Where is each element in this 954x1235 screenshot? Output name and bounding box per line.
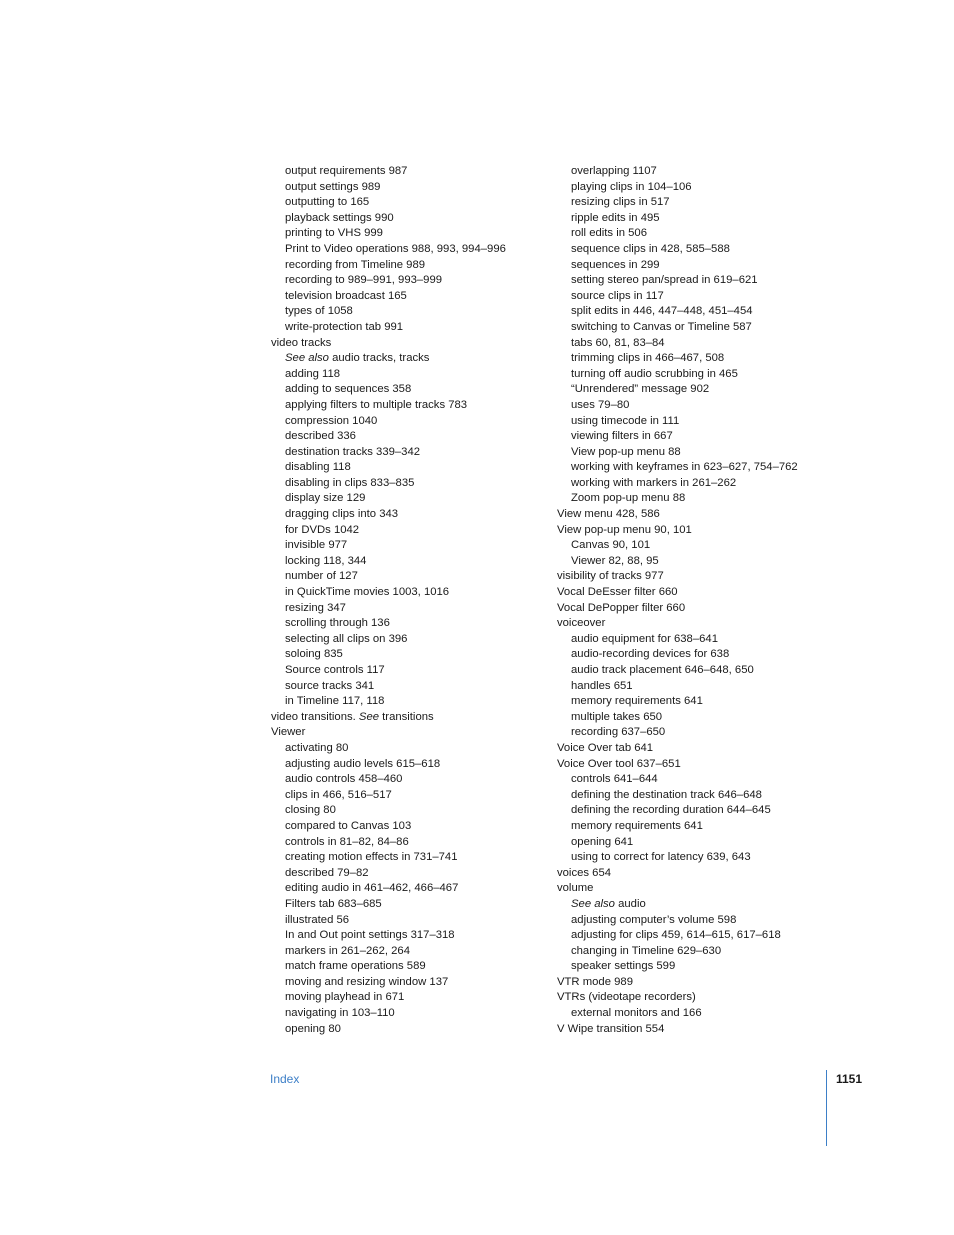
entry-text: defining the destination track 646–648 [571, 788, 762, 801]
entry-text: selecting all clips on 396 [285, 632, 408, 645]
entry-text: closing 80 [285, 804, 336, 817]
entry-text: number of 127 [285, 570, 358, 583]
index-subentry [557, 351, 857, 367]
entry-text: resizing 347 [285, 601, 346, 614]
entry-text: video tracks [271, 336, 332, 349]
index-subentry [557, 632, 857, 648]
entry-text: Filters tab 683–685 [285, 897, 382, 910]
entry-text: setting stereo pan/spread in 619–621 [571, 274, 758, 287]
entry-text: compared to Canvas 103 [285, 819, 412, 832]
index-subentry [271, 897, 551, 913]
index-subentry [557, 1006, 857, 1022]
entry-text: V Wipe transition 554 [557, 1022, 665, 1035]
index-entry [557, 523, 857, 539]
index-entry [557, 1022, 857, 1038]
index-entry [271, 710, 551, 726]
entry-text: viewing filters in 667 [571, 430, 673, 443]
index-column-left [271, 164, 551, 1037]
entry-text: volume [557, 882, 594, 895]
index-subentry [271, 507, 551, 523]
index-subentry [557, 491, 857, 507]
entry-text: scrolling through 136 [285, 617, 390, 630]
entry-text: using timecode in 111 [571, 414, 680, 427]
index-subentry [271, 367, 551, 383]
index-column-right [557, 164, 857, 1037]
index-subentry [271, 772, 551, 788]
entry-text: locking 118, 344 [285, 554, 367, 567]
index-subentry [557, 180, 857, 196]
index-subentry [271, 1006, 551, 1022]
entry-text: opening 641 [571, 835, 634, 848]
index-subentry [271, 694, 551, 710]
entry-text: printing to VHS 999 [285, 227, 383, 240]
index-entry [557, 881, 857, 897]
entry-text: resizing clips in 517 [571, 196, 670, 209]
page-number: 1151 [836, 1072, 863, 1086]
entry-text: editing audio in 461–462, 466–467 [285, 882, 459, 895]
entry-text: sequence clips in 428, 585–588 [571, 242, 730, 255]
index-subentry [271, 195, 551, 211]
entry-text: display size 129 [285, 492, 366, 505]
index-subentry [271, 242, 551, 258]
index-subentry [557, 476, 857, 492]
entry-text: working with markers in 261–262 [571, 476, 737, 489]
index-subentry [271, 913, 551, 929]
entry-text: turning off audio scrubbing in 465 [571, 367, 738, 380]
index-subentry [271, 429, 551, 445]
index-subentry [271, 273, 551, 289]
entry-text: View menu 428, 586 [557, 508, 660, 521]
entry-text: speaker settings 599 [571, 960, 676, 973]
entry-text: described 79–82 [285, 866, 369, 879]
index-subentry [271, 538, 551, 554]
entry-text: defining the recording duration 644–645 [571, 804, 771, 817]
index-subentry [271, 679, 551, 695]
entry-text: switching to Canvas or Timeline 587 [571, 320, 752, 333]
index-subentry [271, 164, 551, 180]
entry-text: destination tracks 339–342 [285, 445, 421, 458]
index-subentry [557, 944, 857, 960]
entry-text: adding to sequences 358 [285, 383, 412, 396]
index-subentry [271, 616, 551, 632]
entry-text: clips in 466, 516–517 [285, 788, 392, 801]
entry-text: VTR mode 989 [557, 975, 633, 988]
index-subentry [557, 398, 857, 414]
entry-text: adjusting for clips 459, 614–615, 617–618 [571, 929, 781, 942]
entry-text: disabling 118 [285, 461, 351, 474]
entry-text: soloing 835 [285, 648, 343, 661]
entry-text: voiceover [557, 617, 606, 630]
entry-text: audio track placement 646–648, 650 [571, 664, 754, 676]
entry-text: in QuickTime movies 1003, 1016 [285, 586, 450, 599]
entry-text: visibility of tracks 977 [557, 570, 664, 583]
index-entry [557, 757, 857, 773]
entry-text: recording 637–650 [571, 726, 666, 739]
index-subentry [557, 367, 857, 383]
index-subentry [271, 289, 551, 305]
entry-text: write-protection tab 991 [285, 320, 404, 333]
entry-text: controls 641–644 [571, 773, 658, 786]
index-subentry [557, 195, 857, 211]
entry-text: Vocal DePopper filter 660 [557, 601, 686, 614]
index-subentry [271, 382, 551, 398]
index-subentry [557, 928, 857, 944]
entry-text: playback settings 990 [285, 211, 394, 224]
entry-text: adding 118 [285, 367, 341, 380]
entry-text: controls in 81–82, 84–86 [285, 835, 409, 848]
index-subentry [557, 211, 857, 227]
index-subentry [557, 959, 857, 975]
entry-text: working with keyframes in 623–627, 754–762 [571, 461, 798, 474]
index-entry [557, 601, 857, 617]
entry-text: match frame operations 589 [285, 960, 426, 973]
index-subentry [271, 491, 551, 507]
entry-text: video transitions. [271, 710, 359, 723]
index-subentry [557, 897, 857, 913]
entry-text: transitions [379, 710, 434, 723]
entry-text: View pop-up menu 90, 101 [557, 523, 692, 536]
entry-text: output requirements 987 [285, 165, 408, 177]
index-subentry [271, 585, 551, 601]
index-subentry [271, 414, 551, 430]
entry-text: in Timeline 117, 118 [285, 695, 385, 708]
index-subentry [271, 819, 551, 835]
index-subentry [271, 944, 551, 960]
index-subentry [271, 523, 551, 539]
entry-text: activating 80 [285, 741, 349, 754]
index-subentry [271, 803, 551, 819]
footer-divider [826, 1070, 827, 1146]
index-subentry [271, 554, 551, 570]
index-subentry [557, 725, 857, 741]
index-subentry [557, 803, 857, 819]
index-subentry [271, 226, 551, 242]
entry-text: described 336 [285, 430, 356, 443]
entry-text: invisible 977 [285, 539, 348, 552]
index-subentry [557, 242, 857, 258]
entry-text: “Unrendered” message 902 [571, 383, 710, 396]
entry-text: ripple edits in 495 [571, 211, 660, 224]
index-subentry [271, 866, 551, 882]
index-subentry [271, 258, 551, 274]
index-subentry [271, 757, 551, 773]
index-subentry [557, 414, 857, 430]
index-entry [557, 585, 857, 601]
index-subentry [271, 975, 551, 991]
entry-text: audio-recording devices for 638 [571, 648, 730, 661]
entry-text: types of 1058 [285, 305, 353, 318]
cross-reference-label: See also [571, 897, 615, 910]
entry-text: changing in Timeline 629–630 [571, 944, 722, 957]
entry-text: disabling in clips 833–835 [285, 476, 415, 489]
index-subentry [557, 694, 857, 710]
index-subentry [271, 850, 551, 866]
footer-section-label: Index [270, 1072, 300, 1086]
index-entry [557, 507, 857, 523]
entry-text: Voice Over tab 641 [557, 741, 654, 754]
entry-text: multiple takes 650 [571, 710, 663, 723]
entry-text: sequences in 299 [571, 258, 660, 271]
index-subentry [271, 632, 551, 648]
cross-reference-label: See [358, 710, 380, 723]
index-subentry [557, 663, 857, 679]
index-entry [557, 990, 857, 1006]
entry-text: View pop-up menu 88 [571, 445, 681, 458]
index-subentry [557, 788, 857, 804]
entry-text: moving playhead in 671 [285, 991, 405, 1004]
entry-text: voices 654 [557, 866, 612, 879]
entry-text: Print to Video operations 988, 993, 994–996 [285, 242, 506, 255]
entry-text: roll edits in 506 [571, 227, 647, 240]
index-subentry [557, 850, 857, 866]
index-subentry [557, 460, 857, 476]
entry-text: handles 651 [571, 679, 633, 692]
entry-text: In and Out point settings 317–318 [285, 929, 455, 942]
index-subentry [271, 788, 551, 804]
entry-text: illustrated 56 [285, 913, 350, 926]
entry-text: outputting to 165 [285, 196, 370, 209]
index-entry [271, 336, 551, 352]
index-subentry [557, 835, 857, 851]
index-subentry [557, 226, 857, 242]
index-entry [557, 866, 857, 882]
entry-text: split edits in 446, 447–448, 451–454 [571, 305, 753, 318]
index-subentry [557, 382, 857, 398]
entry-text: audio controls 458–460 [285, 773, 403, 786]
index-subentry [271, 460, 551, 476]
entry-text: VTRs (videotape recorders) [557, 991, 696, 1004]
index-subentry [271, 1022, 551, 1038]
entry-text: audio tracks, tracks [328, 352, 430, 365]
index-subentry [271, 445, 551, 461]
index-subentry [271, 569, 551, 585]
entry-text: audio equipment for 638–641 [571, 632, 718, 645]
entry-text: output settings 989 [285, 180, 381, 193]
entry-text: adjusting computer’s volume 598 [571, 913, 737, 926]
entry-text: Voice Over tool 637–651 [557, 757, 681, 770]
entry-text: playing clips in 104–106 [571, 180, 692, 193]
entry-text: markers in 261–262, 264 [285, 944, 410, 957]
entry-text: overlapping 1107 [571, 165, 657, 177]
entry-text: creating motion effects in 731–741 [285, 851, 458, 864]
index-subentry [271, 741, 551, 757]
index-subentry [557, 819, 857, 835]
index-subentry [271, 881, 551, 897]
entry-text: opening 80 [285, 1022, 341, 1035]
entry-text: audio [614, 897, 646, 910]
index-entry [557, 975, 857, 991]
index-subentry [557, 304, 857, 320]
cross-reference-label: See also [285, 352, 329, 365]
index-subentry [557, 258, 857, 274]
entry-text: trimming clips in 466–467, 508 [571, 352, 725, 365]
index-subentry [557, 164, 857, 180]
entry-text: memory requirements 641 [571, 819, 703, 832]
index-subentry [557, 273, 857, 289]
index-subentry [557, 289, 857, 305]
entry-text: television broadcast 165 [285, 289, 407, 302]
entry-text: uses 79–80 [571, 398, 630, 411]
entry-text: recording from Timeline 989 [285, 258, 426, 271]
index-subentry [557, 538, 857, 554]
index-subentry [557, 336, 857, 352]
entry-text: Source controls 117 [285, 664, 385, 676]
index-subentry [557, 429, 857, 445]
index-subentry [271, 398, 551, 414]
index-subentry [557, 913, 857, 929]
index-subentry [271, 601, 551, 617]
index-subentry [271, 180, 551, 196]
entry-text: external monitors and 166 [571, 1007, 702, 1020]
entry-text: tabs 60, 81, 83–84 [571, 336, 665, 349]
index-subentry [557, 772, 857, 788]
entry-text: adjusting audio levels 615–618 [285, 757, 441, 770]
index-subentry [557, 710, 857, 726]
entry-text: navigating in 103–110 [285, 1007, 395, 1020]
index-subentry [557, 445, 857, 461]
index-subentry [271, 663, 551, 679]
entry-text: source clips in 117 [571, 289, 664, 302]
index-subentry [271, 928, 551, 944]
index-subentry [557, 679, 857, 695]
entry-text: applying filters to multiple tracks 783 [285, 398, 468, 411]
entry-text: Vocal DeEsser filter 660 [557, 586, 678, 599]
index-entry [557, 741, 857, 757]
entry-text: Zoom pop-up menu 88 [571, 492, 686, 505]
entry-text: using to correct for latency 639, 643 [571, 851, 751, 864]
index-subentry [557, 647, 857, 663]
index-subentry [271, 476, 551, 492]
index-entry [557, 616, 857, 632]
entry-text: dragging clips into 343 [285, 508, 399, 521]
index-entry [271, 725, 551, 741]
index-subentry [271, 835, 551, 851]
index-subentry [271, 351, 551, 367]
index-subentry [271, 320, 551, 336]
index-entry [557, 569, 857, 585]
index-subentry [271, 959, 551, 975]
entry-text: source tracks 341 [285, 679, 375, 692]
entry-text: memory requirements 641 [571, 695, 703, 708]
entry-text: compression 1040 [285, 414, 378, 427]
entry-text: Canvas 90, 101 [571, 539, 651, 552]
index-subentry [271, 211, 551, 227]
entry-text: moving and resizing window 137 [285, 975, 449, 988]
entry-text: Viewer [271, 726, 306, 739]
index-subentry [271, 304, 551, 320]
entry-text: Viewer 82, 88, 95 [571, 554, 659, 567]
index-subentry [557, 554, 857, 570]
entry-text: recording to 989–991, 993–999 [285, 274, 443, 287]
entry-text: for DVDs 1042 [285, 523, 360, 536]
index-subentry [557, 320, 857, 336]
index-subentry [271, 647, 551, 663]
index-subentry [271, 990, 551, 1006]
